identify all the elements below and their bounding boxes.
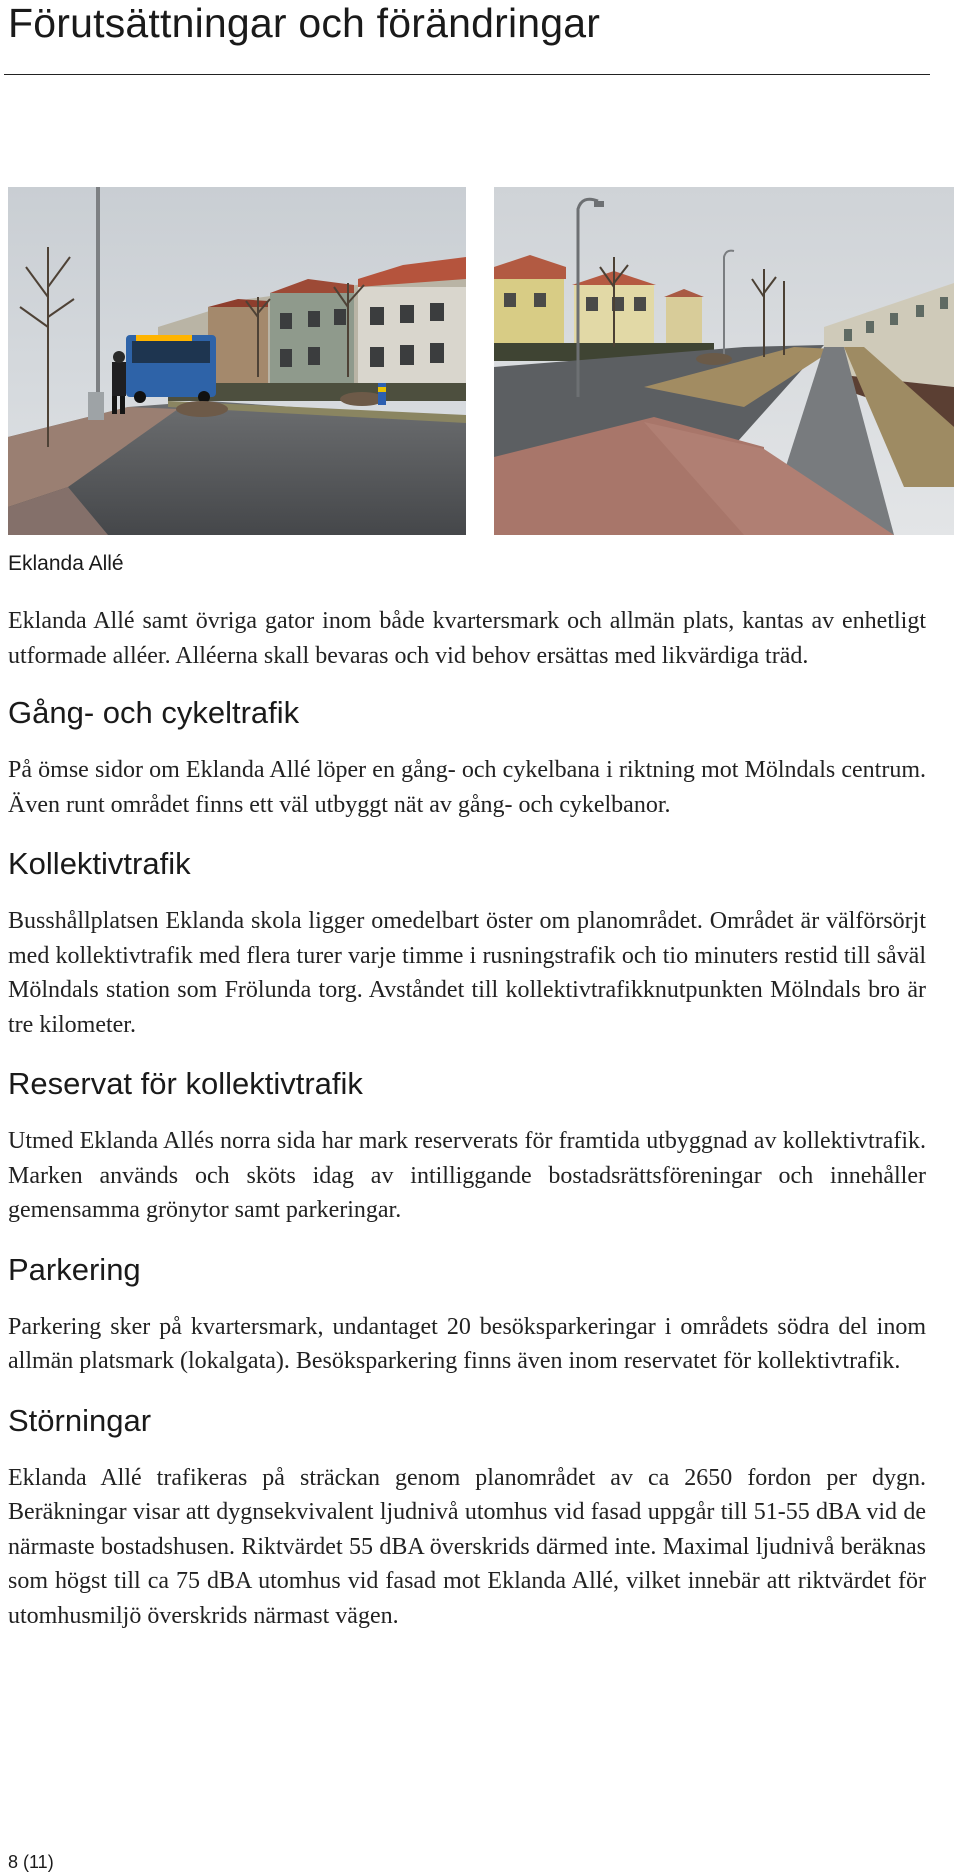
header-divider	[4, 74, 930, 75]
photo-caption: Eklanda Allé	[8, 552, 124, 575]
section-text-storningar: Eklanda Allé trafikeras på sträckan genom planområdet av ca 2650 fordon per dygn. Beräkningar visar att dygnsekvivalent ljudnivå utomhus vid fasad uppgår till 51-55 dBA vid de närmaste bostadshusen. Riktvärdet 55 dBA överskrids därmed inte. Maximal ljudnivå beräknas som högst till ca 75 dBA utomhus vid fasad mot Eklanda Allé, vilket innebär att riktvärdet för utomhusmiljö överskrids närmast vägen.	[8, 1464, 926, 1629]
document-body	[8, 604, 926, 1633]
street-with-cycle-path-photo	[494, 187, 954, 535]
section-text-gang-och-cykeltrafik: På ömse sidor om Eklanda Allé löper en gång- och cykelbana i riktning mot Mölndals centrum. Även runt området finns ett väl utbyggt nät av gång- och cykelbanor.	[8, 757, 926, 818]
section-text-parkering: Parkering sker på kvartersmark, undantaget 20 besöksparkeringar i områdets södra del inom allmän platsmark (lokalgata). Besöksparkering finns även inom reservatet för kollektivtrafik.	[8, 1313, 926, 1374]
intro-paragraph: Eklanda Allé samt övriga gator inom både kvartersmark och allmän plats, kantas av enhetligt utformade alléer. Alléerna skall bevaras och vid behov ersättas med likvärdiga träd.	[8, 608, 926, 669]
section-heading-reservat: Reservat för kollektivtrafik	[8, 1066, 363, 1101]
page-number: 8 (11)	[8, 1852, 54, 1872]
section-heading-storningar: Störningar	[8, 1402, 152, 1438]
section-text-reservat: Utmed Eklanda Allés norra sida har mark reserverats för framtida utbyggnad av kollektivtrafik. Marken används och sköts idag av intilliggande bostadsrättsföreningar och innehåller gemensamma grönytor samt parkeringar.	[8, 1128, 926, 1223]
section-heading-gang-och-cykeltrafik: Gång- och cykeltrafik	[8, 695, 300, 730]
page-header	[8, 0, 960, 46]
street-with-bus-photo	[8, 187, 466, 535]
section-heading-kollektivtrafik: Kollektivtrafik	[8, 846, 191, 881]
section-text-kollektivtrafik: Busshållplatsen Eklanda skola ligger omedelbart öster om planområdet. Området är välförsörjt med kollektivtrafik med flera turer varje timme i rusningstrafik och tio minuters restid till såväl Mölndals station som Frölunda torg. Avståndet till kollektivtrafikknutpunkten Mölndals bro är tre kilometer.	[8, 908, 926, 1038]
section-heading-parkering: Parkering	[8, 1251, 141, 1287]
page-title: Förutsättningar och förändringar	[8, 0, 601, 46]
